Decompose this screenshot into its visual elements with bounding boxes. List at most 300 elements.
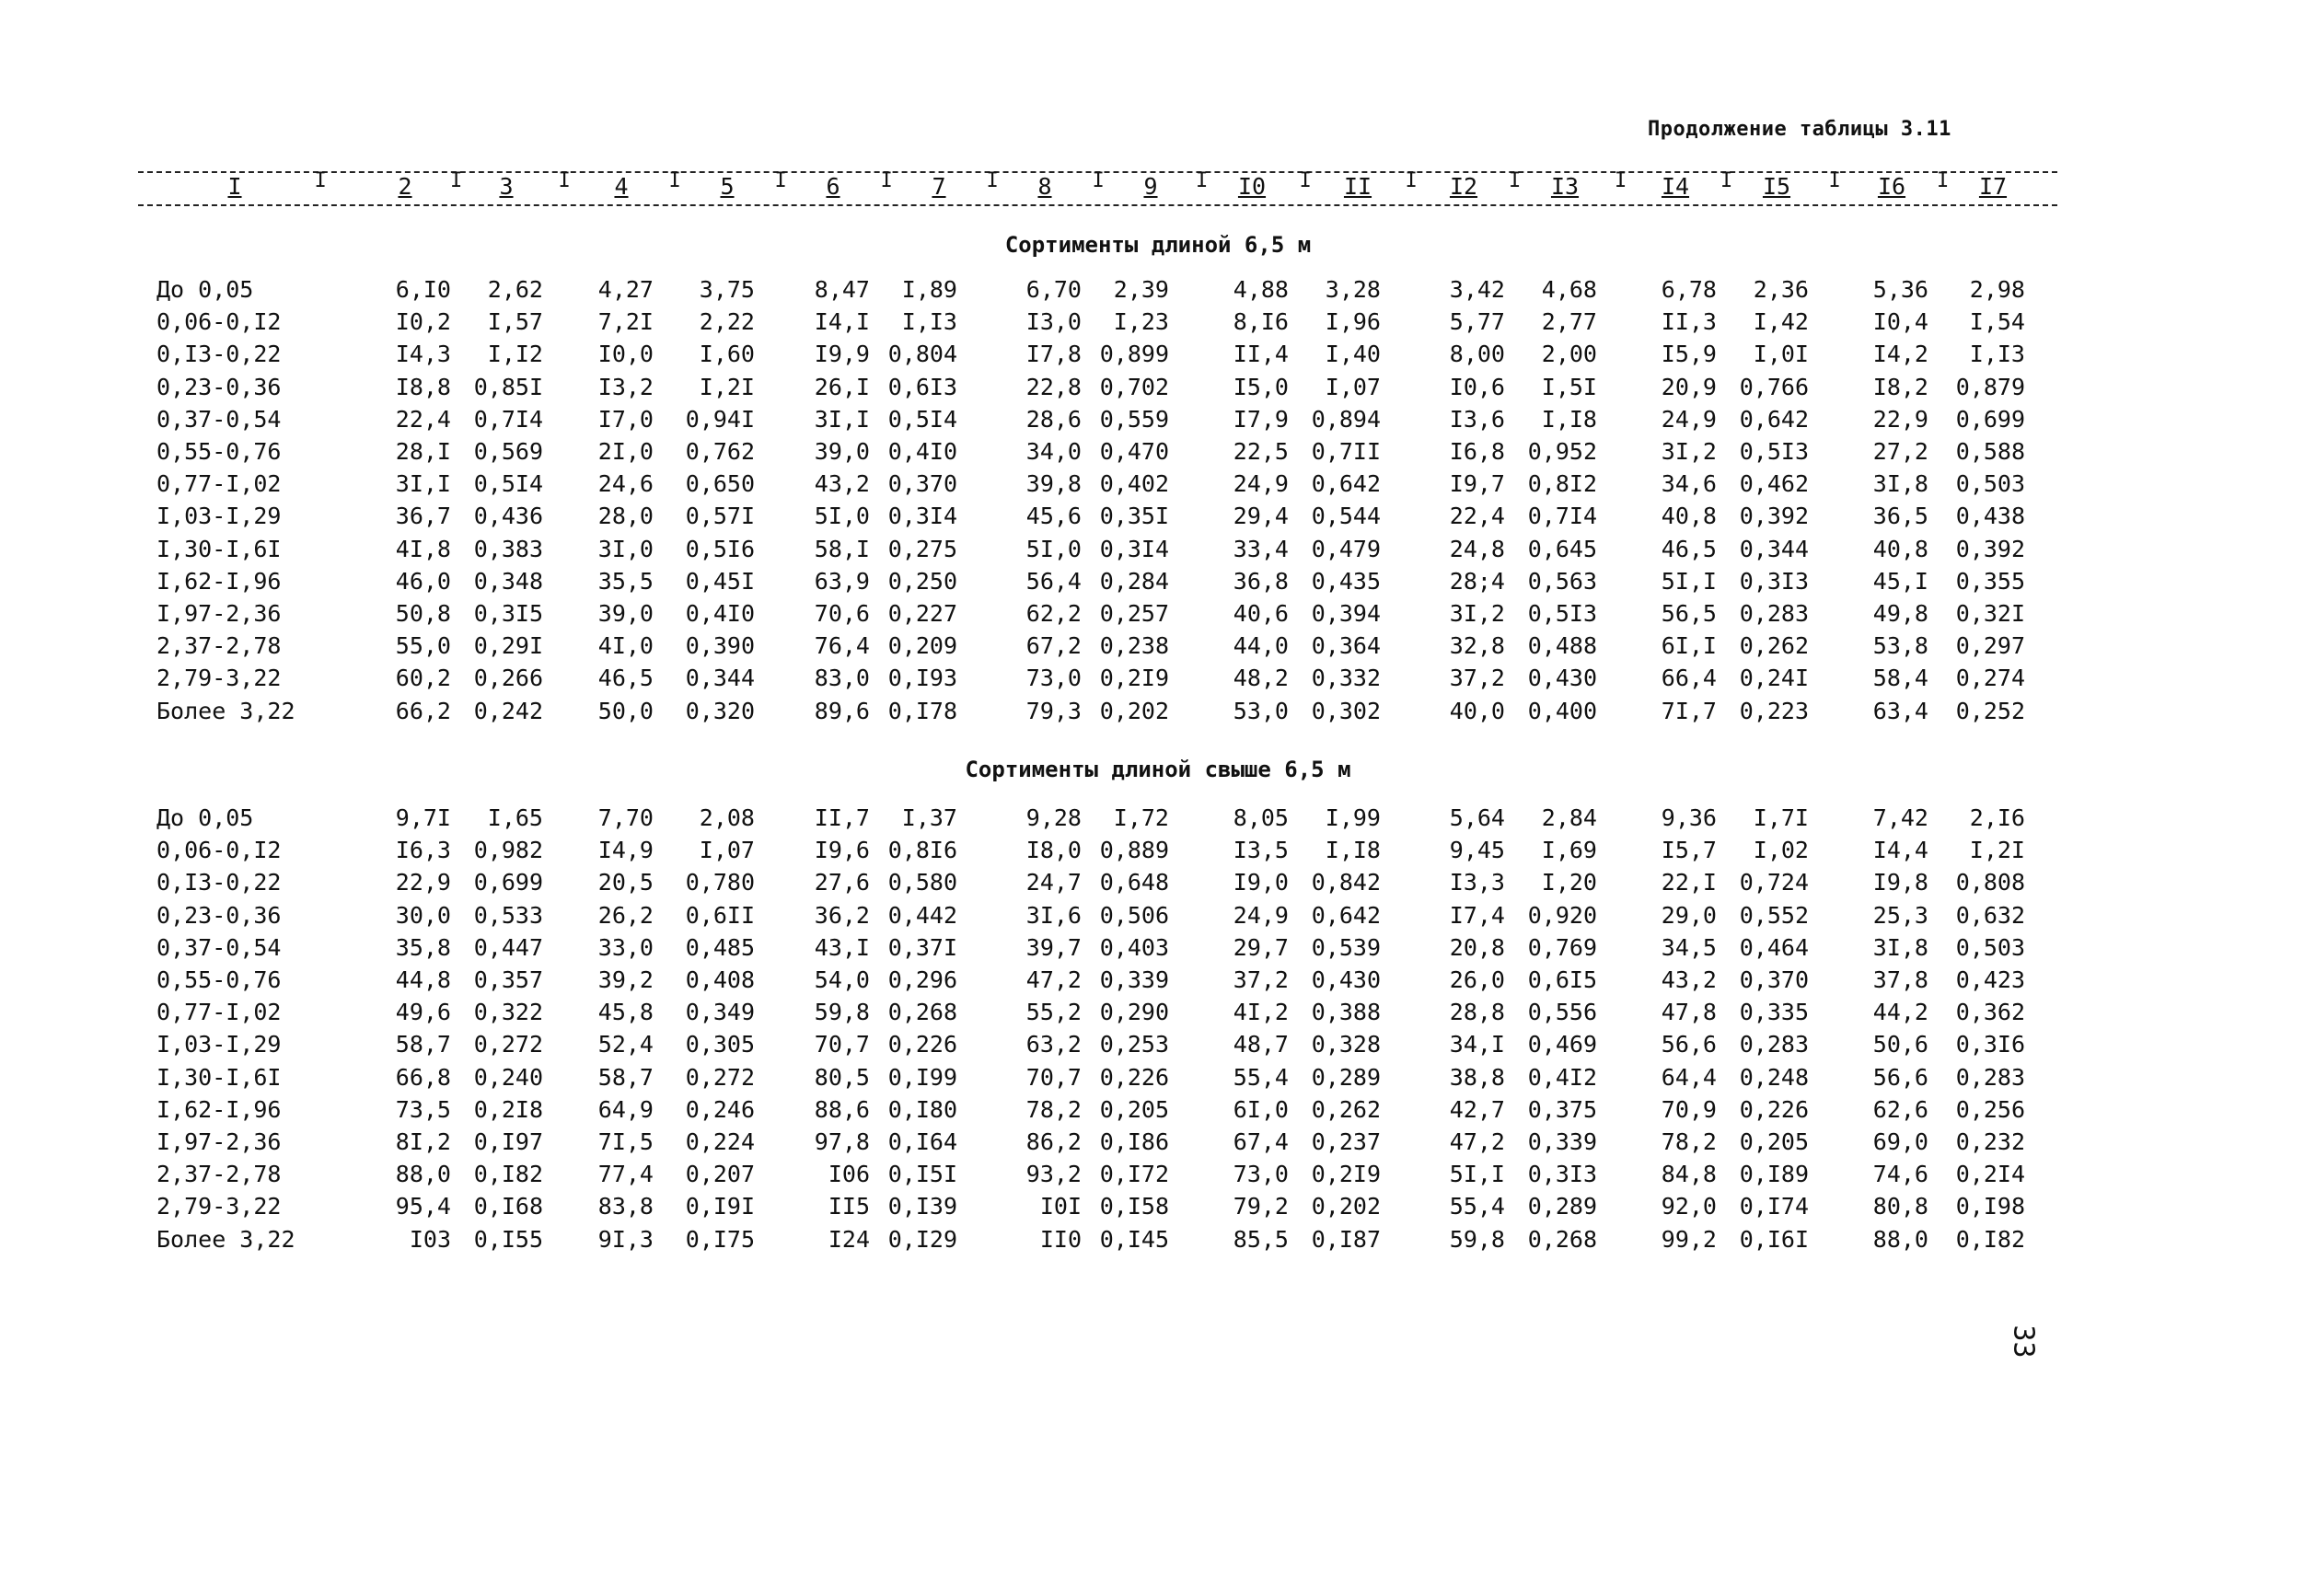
table-cell: 37,2 xyxy=(1233,966,1289,993)
table-cell: 0,I55 xyxy=(473,1225,543,1253)
table-cell: 0,257 xyxy=(1099,600,1169,627)
table-cell: 0,302 xyxy=(1311,697,1381,724)
row-label: 0,06-0,I2 xyxy=(156,837,282,864)
table-cell: 73,0 xyxy=(1233,1161,1289,1188)
table-cell: 0,238 xyxy=(1099,632,1169,660)
table-cell: 0,246 xyxy=(685,1095,755,1123)
table-cell: 27,2 xyxy=(1872,438,1928,465)
table-cell: I0,0 xyxy=(597,341,654,368)
table-cell: 9I,3 xyxy=(597,1225,654,1253)
table-cell: 38,8 xyxy=(1449,1063,1505,1091)
table-cell: 27,6 xyxy=(814,869,870,896)
table-cell: 0,4I0 xyxy=(887,438,957,465)
table-cell: 5,77 xyxy=(1449,308,1505,336)
table-cell: 0,344 xyxy=(1739,535,1809,562)
table-cell: 37,8 xyxy=(1872,966,1928,993)
header-col-2: 2 xyxy=(398,173,412,200)
table-cell: 22,I xyxy=(1661,869,1717,896)
row-label: До 0,05 xyxy=(156,804,254,831)
table-cell: 0,248 xyxy=(1739,1063,1809,1091)
table-cell: 6,I0 xyxy=(395,276,451,303)
table-cell: 4I,2 xyxy=(1233,999,1289,1026)
table-cell: 7,42 xyxy=(1872,804,1928,831)
table-cell: 0,645 xyxy=(1527,535,1597,562)
table-cell: 36,8 xyxy=(1233,567,1289,595)
table-cell: 22,5 xyxy=(1233,438,1289,465)
table-cell: 22,8 xyxy=(1025,373,1082,400)
table-cell: 0,3I4 xyxy=(887,503,957,530)
table-cell: 3,75 xyxy=(699,276,755,303)
table-cell: 0,339 xyxy=(1527,1128,1597,1155)
table-cell: 0,375 xyxy=(1527,1095,1597,1123)
table-cell: 3I,8 xyxy=(1872,933,1928,961)
row-label: 0,23-0,36 xyxy=(156,373,282,400)
table-cell: 3I,I xyxy=(395,470,451,498)
table-cell: I8,8 xyxy=(395,373,451,400)
table-row xyxy=(0,869,2316,901)
header-col-4: 4 xyxy=(614,173,629,200)
table-cell: 97,8 xyxy=(814,1128,870,1155)
table-cell: 92,0 xyxy=(1661,1193,1717,1220)
table-cell: 9,36 xyxy=(1661,804,1717,831)
table-cell: I,99 xyxy=(1325,804,1381,831)
table-cell: 0,202 xyxy=(1311,1193,1381,1220)
table-cell: 53,0 xyxy=(1233,697,1289,724)
table-cell: 0,400 xyxy=(1527,697,1597,724)
table-cell: 74,6 xyxy=(1872,1161,1928,1188)
table-cell: I,07 xyxy=(1325,373,1381,400)
row-label: 0,77-I,02 xyxy=(156,999,282,1026)
table-cell: 0,35I xyxy=(1099,503,1169,530)
table-cell: 48,7 xyxy=(1233,1031,1289,1058)
table-cell: 67,2 xyxy=(1025,632,1082,660)
table-cell: 88,0 xyxy=(395,1161,451,1188)
table-cell: 0,6I3 xyxy=(887,373,957,400)
table-cell: 0,223 xyxy=(1739,697,1809,724)
row-label: 0,55-0,76 xyxy=(156,966,282,993)
table-cell: 88,6 xyxy=(814,1095,870,1123)
table-row xyxy=(0,1193,2316,1225)
table-cell: 7,70 xyxy=(597,804,654,831)
table-cell: 36,7 xyxy=(395,503,451,530)
table-cell: I,7I xyxy=(1753,804,1809,831)
row-label: 0,23-0,36 xyxy=(156,901,282,929)
table-row xyxy=(0,568,2316,600)
table-cell: 0,879 xyxy=(1955,373,2025,400)
table-cell: 24,6 xyxy=(597,470,654,498)
header-col-12: I2 xyxy=(1449,173,1478,200)
table-cell: II,3 xyxy=(1661,308,1717,336)
table-cell: 59,8 xyxy=(1449,1225,1505,1253)
table-cell: 6,78 xyxy=(1661,276,1717,303)
table-cell: 22,4 xyxy=(395,405,451,433)
header-col-16: I6 xyxy=(1877,173,1906,200)
table-cell: 0,202 xyxy=(1099,697,1169,724)
row-label: I,97-2,36 xyxy=(156,1128,282,1155)
table-cell: 6I,I xyxy=(1661,632,1717,660)
table-cell: I3,5 xyxy=(1233,837,1289,864)
table-cell: 39,0 xyxy=(597,600,654,627)
table-cell: I0,2 xyxy=(395,308,451,336)
table-cell: I4,9 xyxy=(597,837,654,864)
table-cell: I4,I xyxy=(814,308,870,336)
table-cell: 0,242 xyxy=(473,697,543,724)
table-cell: 0,470 xyxy=(1099,438,1169,465)
table-cell: I0,6 xyxy=(1449,373,1505,400)
table-cell: 0,648 xyxy=(1099,869,1169,896)
table-cell: 44,0 xyxy=(1233,632,1289,660)
table-cell: 26,I xyxy=(814,373,870,400)
table-cell: 8,00 xyxy=(1449,341,1505,368)
table-cell: 0,I93 xyxy=(887,665,957,692)
table-cell: 2,62 xyxy=(487,276,543,303)
table-cell: 99,2 xyxy=(1661,1225,1717,1253)
row-label: До 0,05 xyxy=(156,276,254,303)
table-row xyxy=(0,308,2316,341)
table-cell: 0,464 xyxy=(1739,933,1809,961)
table-cell: 3I,2 xyxy=(1449,600,1505,627)
table-cell: 47,2 xyxy=(1025,966,1082,993)
table-cell: 28,6 xyxy=(1025,405,1082,433)
table-cell: I6,8 xyxy=(1449,438,1505,465)
table-cell: 0,349 xyxy=(685,999,755,1026)
table-cell: 46,0 xyxy=(395,567,451,595)
table-cell: 0,240 xyxy=(473,1063,543,1091)
table-cell: I06 xyxy=(828,1161,870,1188)
table-cell: 4,27 xyxy=(597,276,654,303)
table-cell: I4,2 xyxy=(1872,341,1928,368)
table-cell: 0,266 xyxy=(473,665,543,692)
table-cell: 0,469 xyxy=(1527,1031,1597,1058)
header-col-5: 5 xyxy=(720,173,735,200)
table-cell: 0,447 xyxy=(473,933,543,961)
header-separator: I xyxy=(1720,169,1733,192)
table-cell: 0,479 xyxy=(1311,535,1381,562)
table-cell: 0,344 xyxy=(685,665,755,692)
table-cell: 0,4I0 xyxy=(685,600,755,627)
table-cell: 2,I6 xyxy=(1969,804,2025,831)
table-cell: 32,8 xyxy=(1449,632,1505,660)
table-cell: 58,7 xyxy=(395,1031,451,1058)
table-cell: 5,64 xyxy=(1449,804,1505,831)
table-cell: 0,I97 xyxy=(473,1128,543,1155)
table-cell: 0,364 xyxy=(1311,632,1381,660)
table-cell: 0,569 xyxy=(473,438,543,465)
table-cell: 39,0 xyxy=(814,438,870,465)
table-cell: 40,0 xyxy=(1449,697,1505,724)
table-cell: 0,348 xyxy=(473,567,543,595)
header-col-3: 3 xyxy=(499,173,514,200)
table-cell: 0,3I3 xyxy=(1527,1161,1597,1188)
table-cell: 0,2I9 xyxy=(1099,665,1169,692)
table-cell: 0,45I xyxy=(685,567,755,595)
table-cell: 0,503 xyxy=(1955,933,2025,961)
row-label: 0,55-0,76 xyxy=(156,438,282,465)
table-cell: I3,3 xyxy=(1449,869,1505,896)
row-label: 0,37-0,54 xyxy=(156,405,282,433)
table-cell: I7,9 xyxy=(1233,405,1289,433)
header-separator: I xyxy=(450,169,463,192)
table-cell: 78,2 xyxy=(1025,1095,1082,1123)
table-caption: Продолжение таблицы 3.11 xyxy=(1648,118,1951,141)
table-cell: 0,322 xyxy=(473,999,543,1026)
table-cell: I3,6 xyxy=(1449,405,1505,433)
table-cell: 46,5 xyxy=(1661,535,1717,562)
header-col-13: I3 xyxy=(1550,173,1580,200)
table-cell: 0,I82 xyxy=(473,1161,543,1188)
table-cell: 84,8 xyxy=(1661,1161,1717,1188)
table-cell: 0,390 xyxy=(685,632,755,660)
row-label: 2,37-2,78 xyxy=(156,632,282,660)
table-cell: 0,533 xyxy=(473,901,543,929)
table-cell: 4I,8 xyxy=(395,535,451,562)
table-cell: 0,I6I xyxy=(1739,1225,1809,1253)
header-separator: I xyxy=(1196,169,1209,192)
table-cell: 0,226 xyxy=(1739,1095,1809,1123)
table-cell: I,I3 xyxy=(901,308,957,336)
table-cell: 40,6 xyxy=(1233,600,1289,627)
table-cell: 0,207 xyxy=(685,1161,755,1188)
table-cell: 0,296 xyxy=(887,966,957,993)
row-label: Более 3,22 xyxy=(156,697,295,724)
table-cell: 58,7 xyxy=(597,1063,654,1091)
table-cell: 0,256 xyxy=(1955,1095,2025,1123)
row-label: 0,I3-0,22 xyxy=(156,869,282,896)
table-cell: 0,328 xyxy=(1311,1031,1381,1058)
table-cell: 0,290 xyxy=(1099,999,1169,1026)
table-cell: 6,70 xyxy=(1025,276,1082,303)
section-title-6-5: Сортименты длиной 6,5 м xyxy=(1004,232,1312,258)
table-cell: I24 xyxy=(828,1225,870,1253)
table-cell: 28,0 xyxy=(597,503,654,530)
table-cell: 20,8 xyxy=(1449,933,1505,961)
table-cell: 0,6II xyxy=(685,901,755,929)
table-cell: 0,394 xyxy=(1311,600,1381,627)
table-cell: 0,226 xyxy=(887,1031,957,1058)
table-cell: I,2I xyxy=(1969,837,2025,864)
table-cell: I3,2 xyxy=(597,373,654,400)
row-label: I,03-I,29 xyxy=(156,503,282,530)
table-cell: 3,42 xyxy=(1449,276,1505,303)
table-cell: 39,8 xyxy=(1025,470,1082,498)
row-label: I,62-I,96 xyxy=(156,1095,282,1123)
table-cell: 26,0 xyxy=(1449,966,1505,993)
table-cell: 46,5 xyxy=(597,665,654,692)
table-cell: 9,7I xyxy=(395,804,451,831)
table-cell: 50,6 xyxy=(1872,1031,1928,1058)
table-cell: 0,289 xyxy=(1527,1193,1597,1220)
table-cell: 0,462 xyxy=(1739,470,1809,498)
table-cell: 29,4 xyxy=(1233,503,1289,530)
row-label: 0,I3-0,22 xyxy=(156,341,282,368)
table-cell: 0,224 xyxy=(685,1128,755,1155)
table-cell: 3I,I xyxy=(814,405,870,433)
table-cell: 0,274 xyxy=(1955,665,2025,692)
table-cell: 0,3I3 xyxy=(1739,567,1809,595)
table-cell: 0,699 xyxy=(1955,405,2025,433)
table-cell: 0,I39 xyxy=(887,1193,957,1220)
table-cell: 0,3I6 xyxy=(1955,1031,2025,1058)
table-cell: 58,4 xyxy=(1872,665,1928,692)
table-cell: 0,I82 xyxy=(1955,1225,2025,1253)
table-cell: 0,402 xyxy=(1099,470,1169,498)
table-cell: 0,I75 xyxy=(685,1225,755,1253)
table-cell: 2,00 xyxy=(1541,341,1597,368)
table-cell: 0,5I3 xyxy=(1739,438,1809,465)
table-row xyxy=(0,1128,2316,1161)
header-separator: I xyxy=(774,169,787,192)
header-separator: I xyxy=(1937,169,1950,192)
table-cell: I,I2 xyxy=(487,341,543,368)
table-cell: 7,2I xyxy=(597,308,654,336)
table-cell: 0,370 xyxy=(887,470,957,498)
header-col-1: I xyxy=(227,173,242,200)
row-label: Более 3,22 xyxy=(156,1225,295,1253)
table-cell: 43,2 xyxy=(1661,966,1717,993)
table-cell: I8,2 xyxy=(1872,373,1928,400)
table-cell: 83,0 xyxy=(814,665,870,692)
table-cell: 0,392 xyxy=(1955,535,2025,562)
table-cell: 2,36 xyxy=(1753,276,1809,303)
table-cell: 3,28 xyxy=(1325,276,1381,303)
header-col-11: II xyxy=(1343,173,1372,200)
table-cell: 53,8 xyxy=(1872,632,1928,660)
table-cell: 62,6 xyxy=(1872,1095,1928,1123)
table-cell: 0,24I xyxy=(1739,665,1809,692)
table-cell: 95,4 xyxy=(395,1193,451,1220)
table-cell: 26,2 xyxy=(597,901,654,929)
table-cell: 34,I xyxy=(1449,1031,1505,1058)
header-separator: I xyxy=(314,169,327,192)
header-col-7: 7 xyxy=(932,173,946,200)
table-cell: 0,388 xyxy=(1311,999,1381,1026)
table-cell: 0,205 xyxy=(1739,1128,1809,1155)
table-cell: 2I,0 xyxy=(597,438,654,465)
table-cell: 0,894 xyxy=(1311,405,1381,433)
table-row xyxy=(0,804,2316,837)
table-cell: 24,8 xyxy=(1449,535,1505,562)
table-cell: 28,8 xyxy=(1449,999,1505,1026)
table-cell: 64,4 xyxy=(1661,1063,1717,1091)
header-separator: I xyxy=(1405,169,1418,192)
table-cell: 25,3 xyxy=(1872,901,1928,929)
table-cell: 0,435 xyxy=(1311,567,1381,595)
table-row xyxy=(0,406,2316,438)
table-cell: I,65 xyxy=(487,804,543,831)
table-cell: 0,982 xyxy=(473,837,543,864)
header-col-9: 9 xyxy=(1143,173,1158,200)
table-cell: 0,920 xyxy=(1527,901,1597,929)
table-cell: 0,I80 xyxy=(887,1095,957,1123)
page-number: 33 xyxy=(2007,1324,2040,1359)
table-cell: 0,383 xyxy=(473,535,543,562)
table-row xyxy=(0,966,2316,999)
table-cell: 40,8 xyxy=(1872,535,1928,562)
table-cell: II,7 xyxy=(814,804,870,831)
header-separator: I xyxy=(668,169,681,192)
table-cell: II5 xyxy=(828,1193,870,1220)
table-cell: I0,4 xyxy=(1872,308,1928,336)
header-rule-bottom xyxy=(138,204,2057,206)
header-col-10: I0 xyxy=(1237,173,1267,200)
table-cell: 2,98 xyxy=(1969,276,2025,303)
table-cell: 55,4 xyxy=(1233,1063,1289,1091)
table-cell: 50,0 xyxy=(597,697,654,724)
table-cell: 63,4 xyxy=(1872,697,1928,724)
table-cell: 0,284 xyxy=(1099,567,1169,595)
row-label: 0,06-0,I2 xyxy=(156,308,282,336)
table-cell: 56,5 xyxy=(1661,600,1717,627)
table-cell: 8,I6 xyxy=(1233,308,1289,336)
table-cell: 0,272 xyxy=(685,1063,755,1091)
table-cell: 4,88 xyxy=(1233,276,1289,303)
header-separator: I xyxy=(880,169,893,192)
table-cell: 3I,8 xyxy=(1872,470,1928,498)
table-cell: 63,9 xyxy=(814,567,870,595)
table-cell: I,89 xyxy=(901,276,957,303)
table-cell: 9,28 xyxy=(1025,804,1082,831)
table-cell: 0,262 xyxy=(1311,1095,1381,1123)
table-cell: 0,32I xyxy=(1955,600,2025,627)
table-cell: 0,I87 xyxy=(1311,1225,1381,1253)
table-cell: I4,3 xyxy=(395,341,451,368)
table-cell: 29,7 xyxy=(1233,933,1289,961)
header-col-14: I4 xyxy=(1661,173,1690,200)
table-cell: 0,I74 xyxy=(1739,1193,1809,1220)
table-cell: 0,642 xyxy=(1739,405,1809,433)
table-cell: 0,780 xyxy=(685,869,755,896)
table-cell: 0,85I xyxy=(473,373,543,400)
table-cell: I9,0 xyxy=(1233,869,1289,896)
table-cell: 0,539 xyxy=(1311,933,1381,961)
table-cell: 0,209 xyxy=(887,632,957,660)
table-cell: 0,7I4 xyxy=(1527,503,1597,530)
table-row xyxy=(0,341,2316,373)
table-cell: I,96 xyxy=(1325,308,1381,336)
table-row xyxy=(0,503,2316,535)
table-cell: 20,9 xyxy=(1661,373,1717,400)
table-cell: 47,8 xyxy=(1661,999,1717,1026)
table-cell: I,54 xyxy=(1969,308,2025,336)
table-cell: 80,5 xyxy=(814,1063,870,1091)
row-label: I,62-I,96 xyxy=(156,567,282,595)
table-cell: 0,289 xyxy=(1311,1063,1381,1091)
table-cell: 34,5 xyxy=(1661,933,1717,961)
table-cell: 7I,5 xyxy=(597,1128,654,1155)
table-cell: 5I,I xyxy=(1661,567,1717,595)
table-cell: I,5I xyxy=(1541,373,1597,400)
table-cell: 2,08 xyxy=(699,804,755,831)
table-cell: I7,4 xyxy=(1449,901,1505,929)
table-cell: 0,408 xyxy=(685,966,755,993)
table-cell: 24,9 xyxy=(1233,901,1289,929)
table-cell: 0,2I9 xyxy=(1311,1161,1381,1188)
table-cell: I,I8 xyxy=(1541,405,1597,433)
table-cell: 0,I58 xyxy=(1099,1193,1169,1220)
table-row xyxy=(0,374,2316,406)
table-cell: I,23 xyxy=(1113,308,1169,336)
table-cell: I5,9 xyxy=(1661,341,1717,368)
header-separator: I xyxy=(558,169,571,192)
table-cell: 39,2 xyxy=(597,966,654,993)
header-separator: I xyxy=(1615,169,1627,192)
table-cell: 0,724 xyxy=(1739,869,1809,896)
table-cell: 79,2 xyxy=(1233,1193,1289,1220)
table-cell: 66,4 xyxy=(1661,665,1717,692)
table-row xyxy=(0,1161,2316,1193)
table-cell: 55,0 xyxy=(395,632,451,660)
table-cell: 63,2 xyxy=(1025,1031,1082,1058)
